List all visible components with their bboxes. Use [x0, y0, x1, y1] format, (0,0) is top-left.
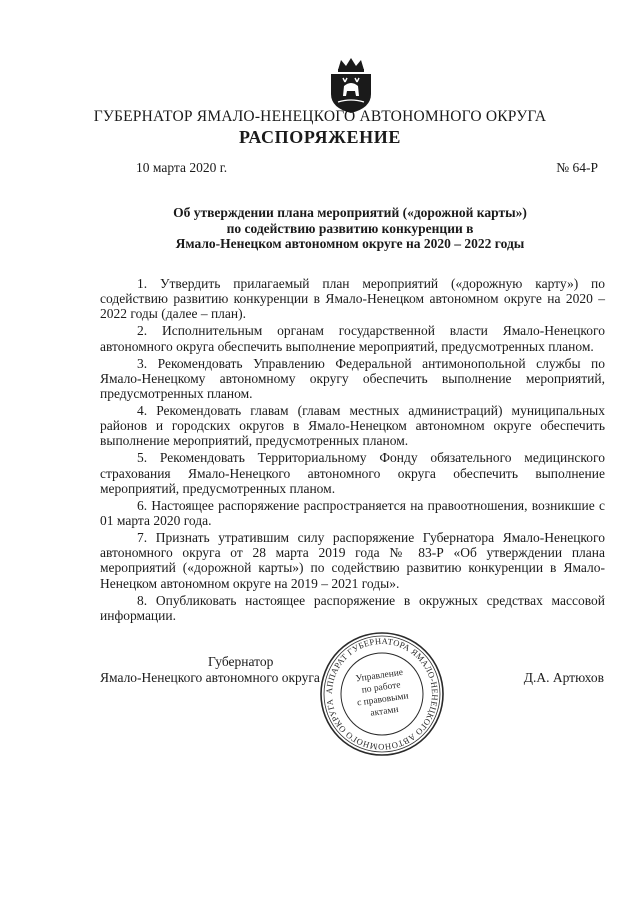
subject-line-2: по содействию развитию конкуренции в	[226, 220, 474, 236]
document-type: РАСПОРЯЖЕНИЕ	[239, 127, 401, 147]
document-subject	[100, 205, 600, 252]
document-number: № 64-Р	[556, 160, 598, 175]
paragraph-8: 8. Опубликовать настоящее распоряжение в окружных средствах массовой информации.	[100, 592, 605, 623]
paragraph-6: 6. Настоящее распоряжение распространяется на правоотношения, возникшие с 01 марта 2020 года.	[100, 497, 605, 529]
paragraph-5: 5. Рекомендовать Территориальному Фонду обязательного медицинского страхования Ямало-Ненецкого автономного округа обеспечить выполнение мероприятий, предусмотренных планом.	[100, 450, 605, 496]
subject-line-3: Ямало-Ненецком автономном округе на 2020 – 2022 годы	[175, 236, 525, 251]
coat-of-arms-icon	[326, 56, 376, 114]
paragraph-1: 1. Утвердить прилагаемый план мероприятий («дорожную карту») по содействию развитию конкуренции в Ямало-Ненецком автономном округе на 2020 – 2022 годы (далее – план).	[100, 276, 605, 322]
governor-title: ГУБЕРНАТОР ЯМАЛО-НЕНЕЦКОГО АВТОНОМНОГО ОКРУГА	[93, 108, 547, 125]
stamp-inner-line-4: актами	[369, 704, 400, 719]
stamp-inner-line-1: Управление	[355, 667, 404, 685]
paragraph-7: 7. Признать утратившим силу распоряжение Губернатора Ямало-Ненецкого автономного округа от 28 марта 2019 года № 83-Р «Об утверждении плана мероприятий («дорожной карты») по содействию развитию конкуренции в Ямало-Ненецком автономном округе на 2019 – 2021 годы».	[100, 530, 605, 591]
stamp-outer-text: АППАРАТ ГУБЕРНАТОРА ЯМАЛО-НЕНЕЦКОГО АВТОНОМНОГО ОКРУГА	[323, 635, 441, 753]
signature-title-line-1: Губернатор	[208, 654, 274, 669]
document-body	[100, 276, 605, 625]
signature-title-line-2: Ямало-Ненецкого автономного округа	[100, 670, 320, 685]
subject-line-1: Об утверждении плана мероприятий («дорожной карты»)	[173, 205, 527, 220]
official-stamp	[318, 630, 446, 758]
signatory-name: Д.А. Артюхов	[523, 670, 604, 685]
document-date: 10 марта 2020 г.	[136, 160, 228, 175]
stamp-inner-line-2: по работе	[361, 680, 402, 696]
stamp-inner-line-3: с правовыми	[356, 691, 410, 709]
paragraph-2: 2. Исполнительным органам государственной власти Ямало-Ненецкого автономного округа обеспечить выполнение мероприятий, предусмотренных планом.	[100, 323, 605, 354]
paragraph-4: 4. Рекомендовать главам (главам местных администраций) муниципальных районов и городских округов в Ямало-Ненецком автономном округе обеспечить выполнение мероприятий, предусмотренных планом.	[100, 403, 605, 449]
paragraph-3: 3. Рекомендовать Управлению Федеральной антимонопольной службы по Ямало-Ненецкому автономному округу обеспечить выполнение мероприятий, предусмотренных планом.	[100, 355, 605, 402]
